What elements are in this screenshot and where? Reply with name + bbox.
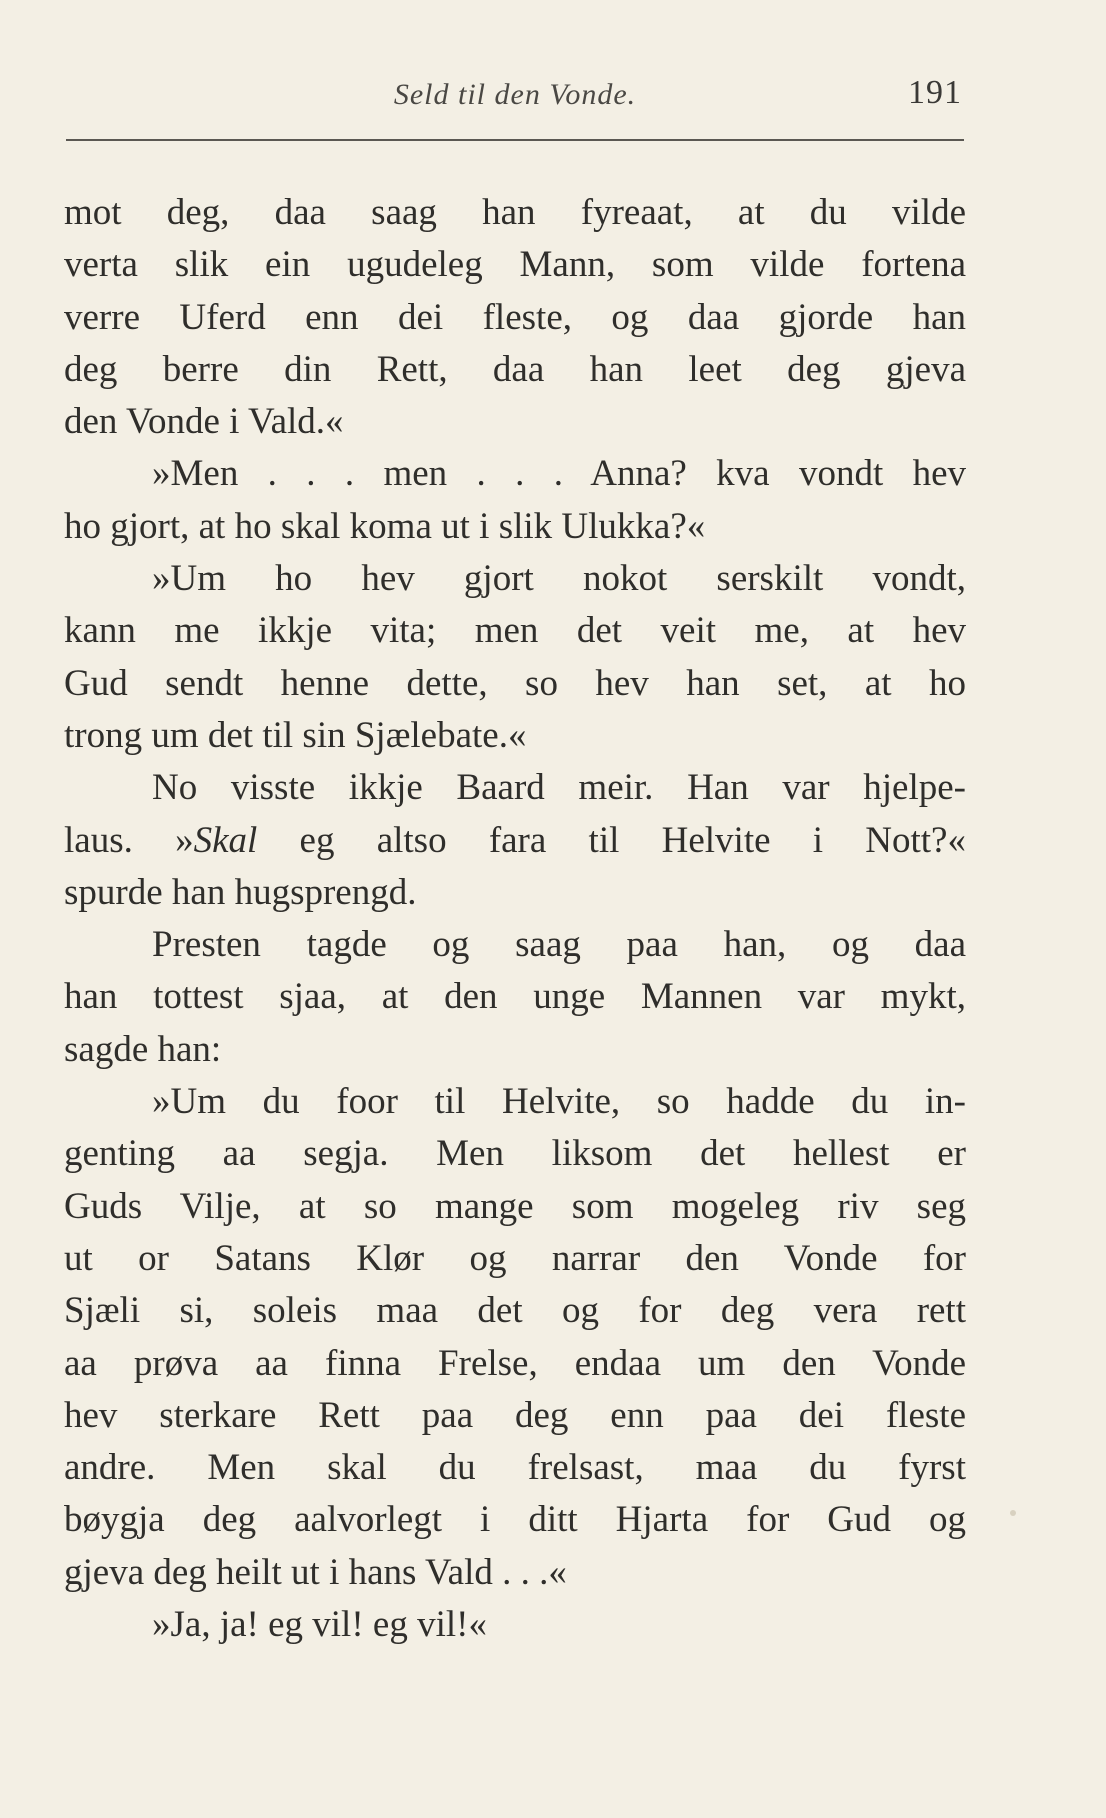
text-line: trong um det til sin Sjælebate.« bbox=[64, 714, 527, 756]
text-line: bøygja deg aalvorlegt i ditt Hjarta for Gud og bbox=[64, 1499, 966, 1541]
text-line: gjeva deg heilt ut i hans Vald . . .« bbox=[64, 1551, 567, 1593]
text-line: spurde han hugsprengd. bbox=[64, 871, 417, 913]
text-line: »Men . . . men . . . Anna? kva vondt hev bbox=[152, 453, 966, 495]
text-line: han tottest sjaa, at den unge Mannen var mykt, bbox=[64, 976, 966, 1018]
text-line: laus. »Skal eg altso fara til Helvite i Nott?« bbox=[64, 819, 966, 861]
text-line: andre. Men skal du frelsast, maa du fyrst bbox=[64, 1447, 966, 1489]
text-line: »Ja, ja! eg vil! eg vil!« bbox=[152, 1604, 487, 1646]
text-line: »Um ho hev gjort nokot serskilt vondt, bbox=[152, 558, 966, 600]
text-line: mot deg, daa saag han fyreaat, at du vilde bbox=[64, 192, 966, 233]
text-line: den Vonde i Vald.« bbox=[64, 401, 344, 443]
text-line: Gud sendt henne dette, so hev han set, at ho bbox=[64, 662, 966, 704]
text-line: deg berre din Rett, daa han leet deg gjeva bbox=[64, 348, 966, 390]
text-line: Guds Vilje, at so mange som mogeleg riv seg bbox=[64, 1185, 966, 1227]
text-line: genting aa segja. Men liksom det hellest er bbox=[64, 1133, 966, 1175]
paper-speck bbox=[1010, 1510, 1016, 1516]
text-line: Sjæli si, soleis maa det og for deg vera rett bbox=[64, 1290, 966, 1332]
text-line: aa prøva aa finna Frelse, endaa um den Vonde bbox=[64, 1342, 966, 1384]
running-head bbox=[66, 70, 964, 120]
text-line: Presten tagde og saag paa han, og daa bbox=[152, 924, 966, 966]
text-line: No visste ikkje Baard meir. Han var hjelpe- bbox=[152, 767, 966, 809]
text-line: hev sterkare Rett paa deg enn paa dei fleste bbox=[64, 1394, 966, 1436]
text-line: ut or Satans Klør og narrar den Vonde for bbox=[64, 1237, 966, 1279]
text-line: verta slik ein ugudeleg Mann, som vilde fortena bbox=[64, 244, 966, 286]
text-line: ho gjort, at ho skal koma ut i slik Ulukka?« bbox=[64, 505, 706, 547]
header-rule bbox=[66, 139, 964, 141]
running-title: Seld til den Vonde. bbox=[393, 78, 637, 111]
text-line: »Um du foor til Helvite, so hadde du in- bbox=[152, 1081, 966, 1123]
text-line: verre Uferd enn dei fleste, og daa gjorde han bbox=[64, 296, 966, 338]
body-text bbox=[64, 187, 966, 1651]
page-number: 191 bbox=[908, 74, 962, 111]
text-line: sagde han: bbox=[64, 1028, 222, 1070]
italic-word: Skal bbox=[193, 819, 258, 861]
text-line: kann me ikkje vita; men det veit me, at hev bbox=[64, 610, 966, 652]
